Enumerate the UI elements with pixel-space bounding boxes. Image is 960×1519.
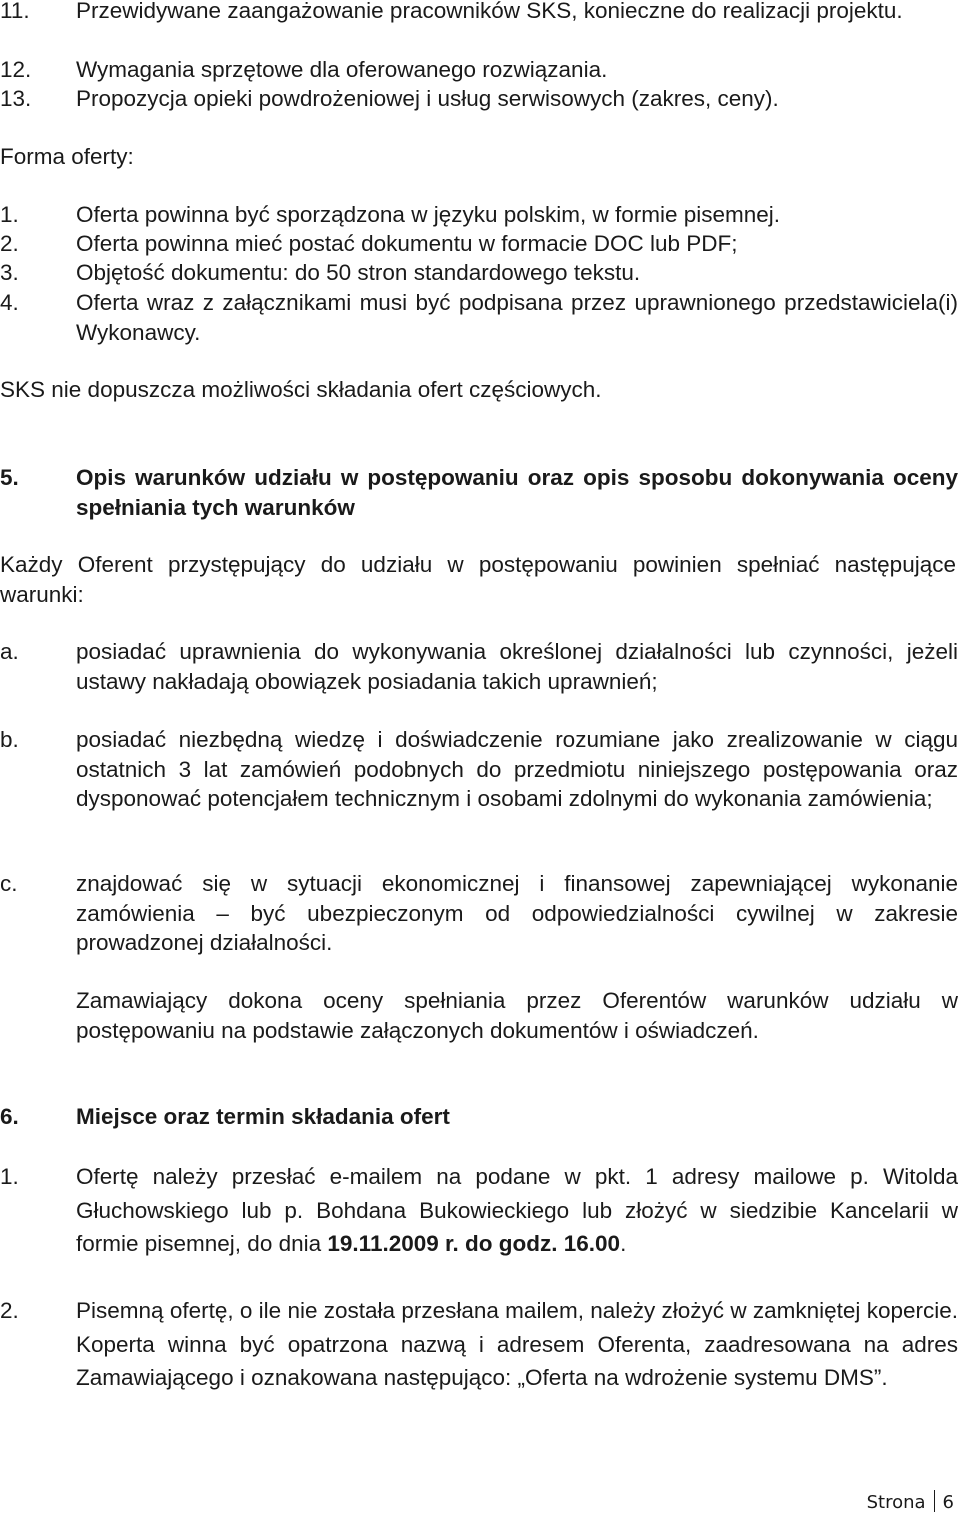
submission-text: Ofertę należy przesłać e-mailem na podane w pkt. 1 adresy mailowe p. Witolda Głuchowskiego lub p. Bohdana Bukowieckiego lub złożyć w siedzibie Kancelarii w formie pisemnej, do dnia — [76, 1164, 958, 1256]
list-number: 2. — [0, 1298, 19, 1323]
section-number: 6. — [0, 1104, 19, 1129]
assessment-text: Zamawiający dokona oceny spełniania przez Oferentów warunków udziału w postępowaniu na podstawie załączonych dokumentów i oświadczeń. — [76, 988, 958, 1043]
condition-text: posiadać niezbędną wiedzę i doświadczenie rozumiane jako zrealizowanie w ciągu ostatnich 3 lat zamówień podobnych do przedmiotu niniejszego postępowania oraz dysponować potencjałem technicznym i osobami zdolnymi do wykonania zamówienia; — [76, 727, 958, 811]
section-title: Opis warunków udziału w postępowaniu oraz opis sposobu dokonywania oceny spełniania tych warunków — [76, 465, 958, 520]
list-text: Oferta wraz z załącznikami musi być podpisana przez uprawnionego przedstawiciela(i) Wykonawcy. — [76, 290, 958, 345]
list-number: 2. — [0, 231, 19, 256]
list-text: Ofertę należy przesłać e-mailem na podane w pkt. 1 adresy mailowe p. Witolda Głuchowskiego lub p. Bohdana Bukowieckiego lub złożyć w siedzibie Kancelarii w formie pisemnej, do dnia 19.11.2009 r. do godz. 16.00. — [76, 1164, 958, 1256]
deadline-time: do godz. 16.00 — [465, 1231, 621, 1256]
condition-text: znajdować się w sytuacji ekonomicznej i finansowej zapewniającej wykonanie zamówienia – być ubezpieczonym od odpowiedzialności cywilnej w zakresie prowadzonej działalności. — [76, 871, 958, 955]
footer-separator — [934, 1490, 935, 1512]
footer-label: Strona — [866, 1492, 926, 1513]
condition-letter: a. — [0, 639, 19, 664]
section-title: Miejsce oraz termin składania ofert — [76, 1104, 450, 1129]
list-number: 1. — [0, 202, 19, 227]
page-footer — [867, 1490, 954, 1515]
list-number: 12. — [0, 57, 32, 82]
partial-offers-note: SKS nie dopuszcza możliwości składania ofert częściowych. — [0, 377, 602, 402]
form-heading: Forma oferty: — [0, 144, 134, 169]
list-text: Pisemną ofertę, o ile nie została przesłana mailem, należy złożyć w zamkniętej kopercie. Koperta winna być opatrzona nazwą i adresem Oferenta, zaadresowana na adres Zamawiającego i oznakowana następująco: „Oferta na wdrożenie systemu DMS”. — [76, 1298, 958, 1390]
list-number: 3. — [0, 260, 19, 285]
list-number: 1. — [0, 1164, 19, 1189]
list-text: Oferta powinna mieć postać dokumentu w formacie DOC lub PDF; — [76, 231, 738, 256]
section-number: 5. — [0, 465, 19, 490]
list-text: Przewidywane zaangażowanie pracowników SKS, konieczne do realizacji projektu. — [76, 0, 903, 23]
list-number: 11. — [0, 0, 30, 23]
deadline-date: 19.11.2009 r. — [327, 1231, 459, 1256]
condition-letter: b. — [0, 727, 19, 752]
page-number: 6 — [942, 1492, 954, 1513]
section-intro: Każdy Oferent przystępujący do udziału w postępowaniu powinien spełniać następujące warunki: — [0, 552, 956, 607]
list-number: 4. — [0, 290, 19, 315]
condition-letter: c. — [0, 871, 18, 896]
list-number: 13. — [0, 86, 32, 111]
list-text: Propozycja opieki powdrożeniowej i usług serwisowych (zakres, ceny). — [76, 86, 779, 111]
list-text: Wymagania sprzętowe dla oferowanego rozwiązania. — [76, 57, 608, 82]
list-text: Objętość dokumentu: do 50 stron standardowego tekstu. — [76, 260, 641, 285]
list-text: Oferta powinna być sporządzona w języku polskim, w formie pisemnej. — [76, 202, 781, 227]
condition-text: posiadać uprawnienia do wykonywania określonej działalności lub czynności, jeżeli ustawy nakładają obowiązek posiadania takich uprawnień; — [76, 639, 958, 694]
